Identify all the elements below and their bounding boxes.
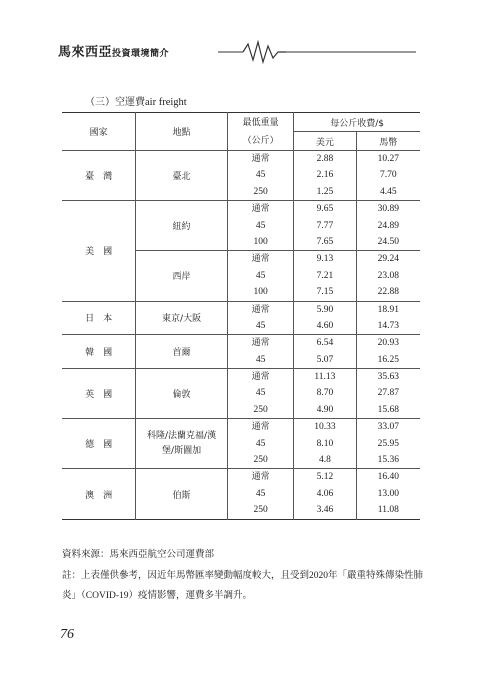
myr-value: 16.25 bbox=[377, 354, 399, 365]
place-line: 堡/斯圖加 bbox=[162, 445, 202, 456]
usd-value: 9.13 bbox=[316, 254, 334, 265]
weight-value: 45 bbox=[255, 170, 266, 181]
myr-value: 13.00 bbox=[377, 488, 399, 499]
usd-value: 11.13 bbox=[314, 372, 336, 383]
cell-weights bbox=[227, 151, 293, 201]
section-title-latin: air freight bbox=[145, 97, 187, 108]
header-min-weight-label: 最低重量 bbox=[242, 117, 279, 128]
cell-myr bbox=[356, 251, 420, 301]
cell-country: 澳 洲 bbox=[62, 469, 136, 519]
cell-country: 美 國 bbox=[62, 201, 136, 301]
header-title-main: 馬來西亞 bbox=[58, 45, 113, 60]
cell-country: 日 本 bbox=[62, 301, 136, 335]
weight-value: 250 bbox=[253, 505, 268, 516]
cell-usd bbox=[294, 369, 356, 419]
weight-value: 通常 bbox=[251, 422, 270, 433]
usd-value: 7.65 bbox=[316, 236, 334, 247]
table-row bbox=[62, 369, 420, 419]
section-title-prefix: （三）空運費 bbox=[85, 97, 145, 108]
weight-value: 45 bbox=[255, 354, 266, 365]
table-row bbox=[62, 301, 420, 335]
myr-value: 10.27 bbox=[377, 154, 399, 164]
cell-place: 倫敦 bbox=[136, 369, 228, 419]
weight-value: 250 bbox=[253, 186, 268, 197]
weight-value: 250 bbox=[253, 455, 268, 466]
cell-weights bbox=[227, 201, 293, 251]
weight-value: 45 bbox=[255, 388, 266, 399]
cell-weights bbox=[227, 469, 293, 519]
usd-value: 3.46 bbox=[316, 505, 334, 516]
weight-value: 通常 bbox=[251, 472, 270, 483]
table-row bbox=[62, 469, 420, 519]
cell-myr bbox=[356, 369, 420, 419]
table-row bbox=[62, 419, 420, 469]
running-header bbox=[58, 38, 428, 66]
note-text: 註：上表僅供參考，因近年馬幣匯率變動幅度較大，且受到 bbox=[62, 570, 310, 581]
cell-country: 英 國 bbox=[62, 369, 136, 419]
weight-value: 45 bbox=[255, 488, 266, 499]
note-year: 2020 bbox=[309, 571, 329, 581]
weight-value: 45 bbox=[255, 320, 266, 331]
header-usd: 美元 bbox=[294, 132, 356, 151]
usd-value: 4.60 bbox=[316, 320, 334, 331]
usd-value: 4.06 bbox=[316, 488, 334, 499]
place-line: 科隆/法蘭克福/漢 bbox=[147, 430, 217, 441]
cell-place: 東京/大阪 bbox=[136, 301, 228, 335]
header-min-weight-unit: （公斤） bbox=[242, 135, 279, 146]
cell-myr bbox=[356, 301, 420, 335]
myr-value: 24.89 bbox=[377, 220, 399, 231]
note-text: 年「嚴重特殊傳染性肺炎」（ bbox=[62, 570, 424, 601]
weight-value: 通常 bbox=[251, 372, 270, 383]
myr-value: 20.93 bbox=[377, 338, 399, 349]
cell-usd bbox=[294, 335, 356, 369]
cell-place: 首爾 bbox=[136, 335, 228, 369]
header-myr: 馬幣 bbox=[356, 132, 420, 151]
cell-place bbox=[136, 419, 228, 469]
myr-value: 18.91 bbox=[377, 304, 399, 315]
usd-value: 6.54 bbox=[316, 338, 334, 349]
usd-value: 10.33 bbox=[314, 422, 336, 433]
weight-value: 通常 bbox=[251, 338, 270, 349]
cell-place: 西岸 bbox=[136, 251, 228, 301]
data-source: 資料來源：馬來西亞航空公司運費部 bbox=[62, 549, 215, 560]
myr-value: 16.40 bbox=[377, 472, 399, 483]
header-country: 國家 bbox=[62, 113, 136, 151]
myr-value: 7.70 bbox=[380, 170, 397, 181]
cell-myr bbox=[356, 201, 420, 251]
cell-myr bbox=[356, 151, 420, 201]
usd-value: 5.90 bbox=[316, 304, 334, 315]
header-min-weight bbox=[227, 113, 293, 151]
header-title-sub: 投資環境簡介 bbox=[112, 49, 170, 59]
cell-myr bbox=[356, 335, 420, 369]
table-row bbox=[62, 335, 420, 369]
myr-value: 30.89 bbox=[377, 204, 399, 215]
air-freight-table bbox=[62, 112, 420, 520]
myr-value: 11.08 bbox=[377, 505, 399, 516]
cell-weights bbox=[227, 335, 293, 369]
header-fee-per-kg: 每公斤收費/$ bbox=[294, 113, 420, 132]
table-row bbox=[62, 201, 420, 251]
cell-myr bbox=[356, 469, 420, 519]
weight-value: 通常 bbox=[251, 154, 270, 164]
cell-myr bbox=[356, 419, 420, 469]
header-place: 地點 bbox=[136, 113, 228, 151]
cell-usd bbox=[294, 301, 356, 335]
weight-value: 通常 bbox=[251, 304, 270, 315]
myr-value: 24.50 bbox=[377, 236, 399, 247]
cell-country: 德 國 bbox=[62, 419, 136, 469]
weight-value: 100 bbox=[253, 287, 268, 298]
cell-weights bbox=[227, 251, 293, 301]
table-note bbox=[62, 566, 432, 606]
usd-value: 5.12 bbox=[316, 472, 334, 483]
myr-value: 25.95 bbox=[377, 438, 399, 449]
usd-value: 2.16 bbox=[316, 170, 334, 181]
cell-place: 伯斯 bbox=[136, 469, 228, 519]
section-title bbox=[85, 93, 187, 108]
cell-usd bbox=[294, 469, 356, 519]
table-row bbox=[62, 151, 420, 201]
myr-value: 29.24 bbox=[377, 254, 399, 265]
weight-value: 45 bbox=[255, 220, 266, 231]
weight-value: 250 bbox=[253, 404, 268, 415]
myr-value: 4.45 bbox=[380, 186, 397, 197]
usd-value: 5.07 bbox=[316, 354, 334, 365]
usd-value: 8.70 bbox=[316, 388, 334, 399]
myr-value: 22.88 bbox=[377, 287, 399, 298]
weight-value: 45 bbox=[255, 270, 266, 281]
usd-value: 7.77 bbox=[316, 220, 334, 231]
cell-weights bbox=[227, 419, 293, 469]
table-header-row bbox=[62, 113, 420, 132]
cell-place: 紐約 bbox=[136, 201, 228, 251]
myr-value: 27.87 bbox=[377, 388, 399, 399]
cell-usd bbox=[294, 201, 356, 251]
weight-value: 通常 bbox=[251, 254, 270, 265]
cell-usd bbox=[294, 251, 356, 301]
cell-place: 臺北 bbox=[136, 151, 228, 201]
cell-country: 臺 灣 bbox=[62, 151, 136, 201]
weight-value: 通常 bbox=[251, 204, 270, 215]
myr-value: 15.36 bbox=[377, 455, 399, 466]
weight-value: 45 bbox=[255, 438, 266, 449]
cell-weights bbox=[227, 301, 293, 335]
myr-value: 33.07 bbox=[377, 422, 399, 433]
usd-value: 7.21 bbox=[316, 270, 334, 281]
header-title bbox=[58, 41, 169, 60]
usd-value: 4.90 bbox=[316, 404, 334, 415]
myr-value: 14.73 bbox=[377, 320, 399, 331]
cell-country: 韓 國 bbox=[62, 335, 136, 369]
weight-value: 100 bbox=[253, 236, 268, 247]
myr-value: 23.08 bbox=[377, 270, 399, 281]
usd-value: 7.15 bbox=[316, 287, 334, 298]
usd-value: 9.65 bbox=[316, 204, 334, 215]
note-text: ）疫情影響，運費多半調升。 bbox=[128, 590, 253, 601]
cell-weights bbox=[227, 369, 293, 419]
cell-usd bbox=[294, 151, 356, 201]
myr-value: 15.68 bbox=[377, 404, 399, 415]
usd-value: 1.25 bbox=[316, 186, 334, 197]
usd-value: 2.88 bbox=[316, 154, 334, 164]
page-number: 76 bbox=[60, 627, 74, 642]
usd-value: 4.8 bbox=[318, 455, 331, 466]
myr-value: 35.63 bbox=[377, 372, 399, 383]
cell-usd bbox=[294, 419, 356, 469]
usd-value: 8.10 bbox=[316, 438, 334, 449]
note-covid: COVID-19 bbox=[85, 591, 129, 601]
